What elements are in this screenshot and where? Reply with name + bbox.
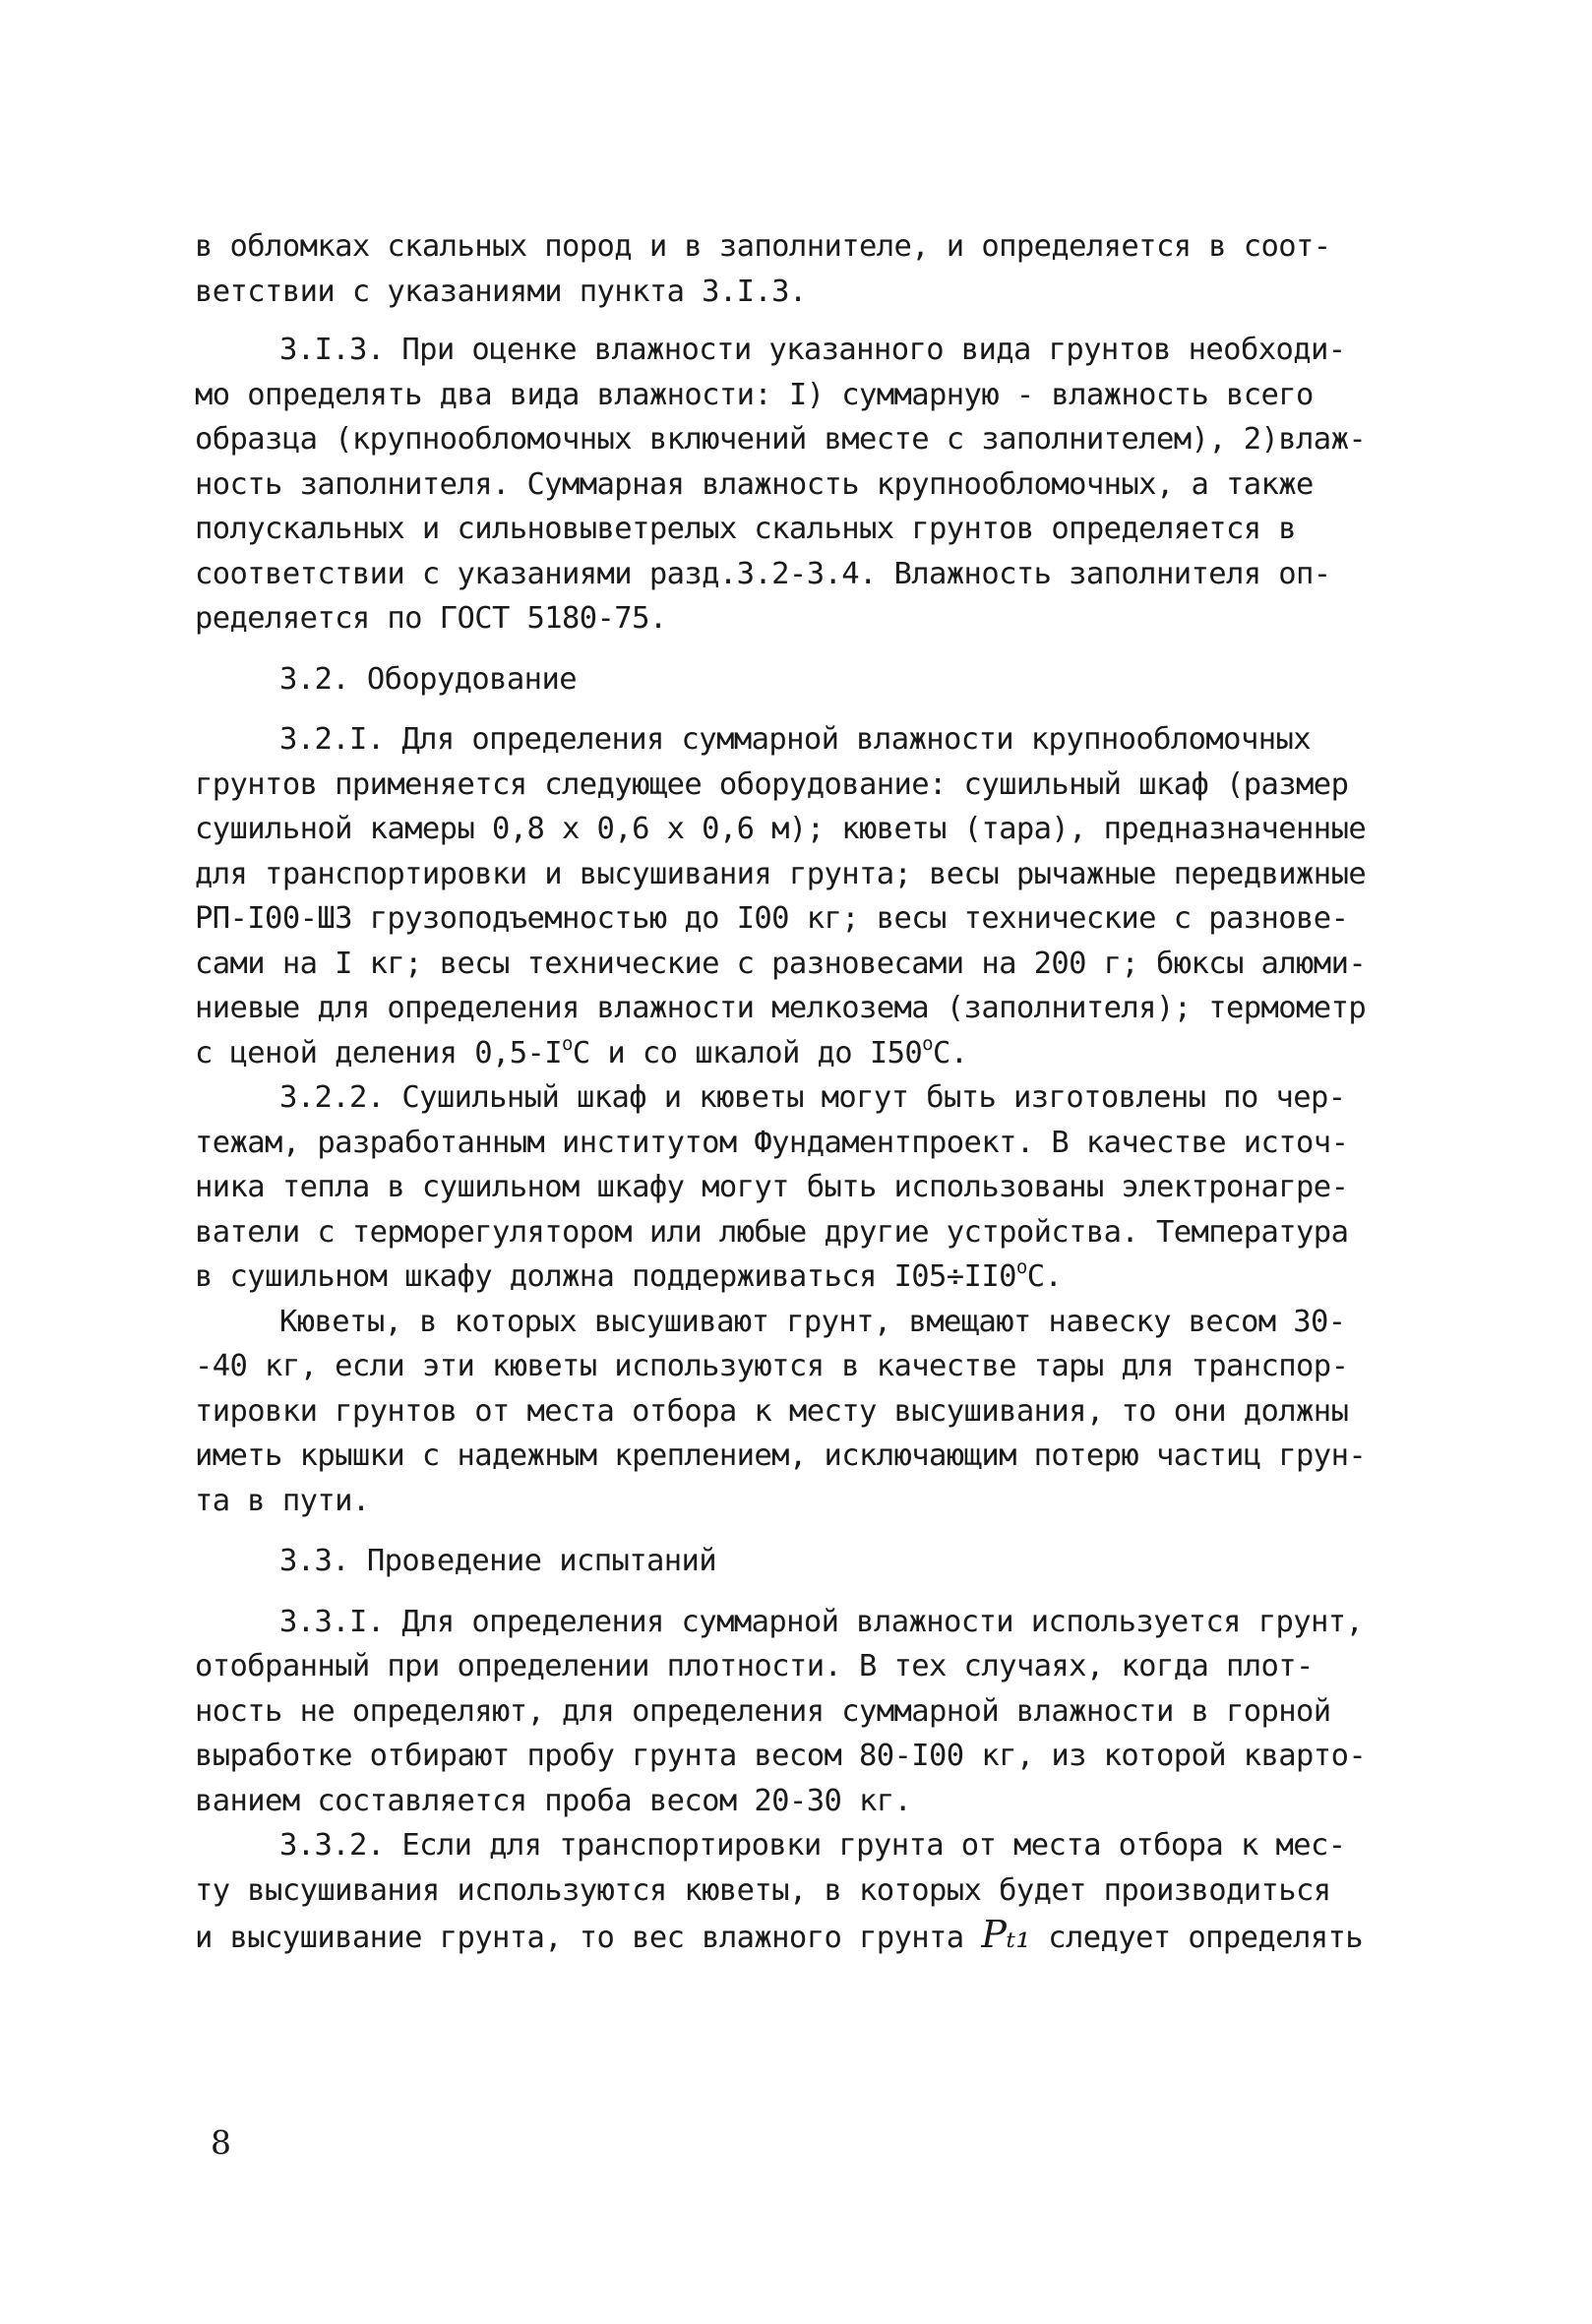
- text-line: ность заполнителя. Суммарная влажность крупнообломочных, а также: [195, 466, 1314, 502]
- text-fragment: с ценой деления 0,5-I: [195, 1035, 563, 1070]
- text-line: тежам, разработанным институтом Фундаментпроект. В качестве источ-: [195, 1125, 1349, 1160]
- text-fragment: С и со шкалой до I50: [572, 1035, 923, 1070]
- text-line: мо определять два вида влажности: I) суммарную - влажность всего: [195, 377, 1314, 412]
- paragraph-3-3-2: [195, 1823, 1464, 1958]
- text-line: для транспортировки и высушивания грунта; весы рычажные передвижные: [195, 856, 1367, 891]
- text-line: тировки грунтов от места отбора к месту высушивания, то они должны: [195, 1393, 1349, 1429]
- degree-superscript: о: [562, 1032, 573, 1055]
- text-line: ветствии с указаниями пункта 3.I.3.: [195, 274, 807, 309]
- text-line: 3.I.3. При оценке влажности указанного вида грунтов необходи-: [279, 333, 1346, 367]
- text-line: [195, 1254, 1464, 1300]
- text-line: ту высушивания используются кюветы, в которых будет производиться: [195, 1872, 1331, 1908]
- text-line: -40 кг, если эти кюветы используются в качестве тары для транспор-: [195, 1349, 1349, 1383]
- degree-superscript: о: [922, 1032, 933, 1055]
- text-line: образца (крупнообломочных включений вместе с заполнителем), 2)влаж-: [195, 422, 1367, 457]
- text-line: ность не определяют, для определения суммарной влажности в горной: [195, 1693, 1331, 1729]
- degree-superscript: о: [1015, 1256, 1027, 1278]
- text-line: Кюветы, в которых высушивают грунт, вмещают навеску весом 30-: [279, 1304, 1346, 1339]
- paragraph-3-2-1: [195, 717, 1464, 1075]
- paragraph-3-3-1: [195, 1600, 1464, 1824]
- paragraph-3-1-3: [195, 328, 1464, 642]
- text-line: грунтов применяется следующее оборудование: сушильный шкаф (размер: [195, 766, 1349, 802]
- text-line: полускальных и сильновыветрелых скальных грунтов определяется в: [195, 512, 1297, 546]
- text-fragment: в сушильном шкафу должна поддерживаться I05÷II0: [195, 1259, 1016, 1294]
- text-line: соответствии с указаниями разд.3.2-3.4. Влажность заполнителя оп-: [195, 556, 1331, 591]
- text-line: [195, 1913, 1464, 1958]
- text-line: выработке отбирают пробу грунта весом 80-I00 кг, из которой кварто-: [195, 1739, 1367, 1773]
- text-line: ределяется по ГОСТ 5180-75.: [195, 601, 667, 636]
- text-fragment: С.: [1026, 1259, 1063, 1294]
- text-line: в обломках скальных пород и в заполнителе, и определяется в соот-: [195, 229, 1331, 264]
- text-fragment: и высушивание грунта, то вес влажного грунта: [195, 1921, 982, 1955]
- text-line: 3.3.2. Если для транспортировки грунта от места отбора к мес-: [279, 1828, 1346, 1863]
- paragraph-continuation: [195, 224, 1464, 314]
- paragraph-kuvety: [195, 1300, 1464, 1524]
- section-heading-3-2: 3.2. Оборудование: [279, 661, 577, 697]
- page-body: [195, 224, 1464, 1958]
- page-number: 8: [211, 2123, 231, 2162]
- text-line: РП-I00-ШЗ грузоподъемностью до I00 кг; весы технические с разнове-: [195, 901, 1349, 936]
- text-line: 3.2.2. Сушильный шкаф и кюветы могут быть изготовлены по чер-: [279, 1080, 1346, 1115]
- handwritten-symbol: Pₜ₁: [981, 1913, 1031, 1956]
- text-line: та в пути.: [195, 1483, 370, 1518]
- text-line: [195, 1031, 1464, 1076]
- text-line: сушильной камеры 0,8 х 0,6 х 0,6 м); кюветы (тара), предназначенные: [195, 812, 1367, 846]
- text-line: ватели с терморегулятором или любые другие устройства. Температура: [195, 1214, 1349, 1250]
- text-fragment: следует определять: [1030, 1921, 1363, 1955]
- text-line: 3.3.I. Для определения суммарной влажности используется грунт,: [279, 1604, 1364, 1639]
- section-heading-3-3: 3.3. Проведение испытаний: [279, 1544, 717, 1578]
- text-line: ника тепла в сушильном шкафу могут быть использованы электронагре-: [195, 1170, 1349, 1204]
- text-line: отобранный при определении плотности. В тех случаях, когда плот-: [195, 1649, 1314, 1683]
- text-line: сами на I кг; весы технические с разновесами на 200 г; бюксы алюми-: [195, 946, 1367, 981]
- paragraph-3-2-2: [195, 1075, 1464, 1300]
- text-line: 3.2.I. Для определения суммарной влажности крупнообломочных: [279, 722, 1311, 757]
- text-line: ниевые для определения влажности мелкозема (заполнителя); термометр: [195, 991, 1367, 1025]
- text-fragment: С.: [932, 1035, 968, 1070]
- text-line: иметь крышки с надежным креплением, исключающим потерю частиц грун-: [195, 1438, 1367, 1473]
- text-line: ванием составляется проба весом 20-30 кг.: [195, 1783, 912, 1818]
